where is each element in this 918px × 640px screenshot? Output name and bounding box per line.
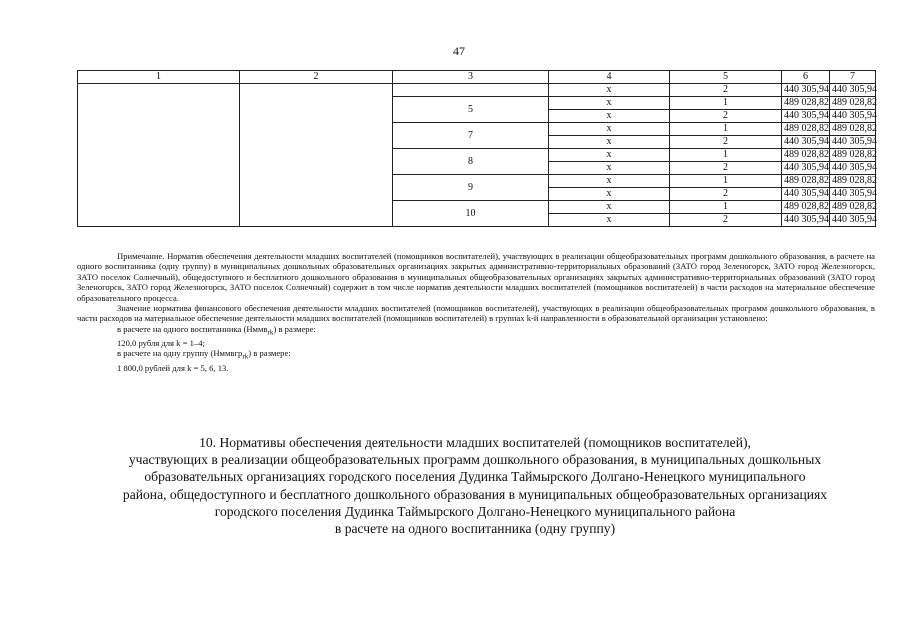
table-cell-col6: 440 305,94 xyxy=(782,162,830,175)
heading-line: 10. Нормативы обеспечения деятельности младших воспитателей (помощников воспитателей), xyxy=(199,435,751,450)
table-cell-col7: 440 305,94 xyxy=(830,84,876,97)
table-cell-col5: 2 xyxy=(670,214,782,227)
table-cell-col2 xyxy=(240,84,393,227)
table-header-cell: 1 xyxy=(78,71,240,84)
table-cell-col3: 10 xyxy=(393,201,549,227)
table-cell-col5: 2 xyxy=(670,188,782,201)
table-cell-col5: 2 xyxy=(670,110,782,123)
table-header-cell: 5 xyxy=(670,71,782,84)
table-cell-col3: 8 xyxy=(393,149,549,175)
table-cell-col5: 1 xyxy=(670,149,782,162)
table-cell-col3 xyxy=(393,84,549,97)
table-row xyxy=(78,84,876,97)
note-text: в расчете на одного воспитанника (Нммв xyxy=(117,323,268,334)
table-cell-col1 xyxy=(78,84,240,227)
table-cell-col7: 489 028,82 xyxy=(830,97,876,110)
note-text: ) в размере: xyxy=(248,348,291,359)
table-cell-col3: 5 xyxy=(393,97,549,123)
table-cell-col7: 440 305,94 xyxy=(830,110,876,123)
table-cell-col6: 440 305,94 xyxy=(782,110,830,123)
table-cell-col6: 440 305,94 xyxy=(782,188,830,201)
page-number: 47 xyxy=(453,44,465,58)
table-cell-col4: х xyxy=(549,149,670,162)
table-cell-col4: х xyxy=(549,162,670,175)
table-cell-col4: х xyxy=(549,136,670,149)
table-cell-col6: 489 028,82 xyxy=(782,123,830,136)
table-cell-col7: 440 305,94 xyxy=(830,188,876,201)
table-cell-col4: х xyxy=(549,214,670,227)
note-line: 120,0 рубля для k = 1–4; xyxy=(117,337,205,348)
table-cell-col7: 489 028,82 xyxy=(830,149,876,162)
table-cell-col4: х xyxy=(549,201,670,214)
table-cell-col7: 489 028,82 xyxy=(830,123,876,136)
table-cell-col4: х xyxy=(549,84,670,97)
note-paragraph: Значение норматива финансового обеспечения деятельности младших воспитателей (помощников воспитателей), участвующих в реализации общеобразовательных программ дошкольного образования, в части расходов на материальное обеспечение деятельности младших воспитателей (помощников воспитателей) в группах k-й направленности в образовательной организации установлено: xyxy=(77,303,875,324)
table-cell-col4: х xyxy=(549,97,670,110)
heading-line: городского поселения Дудинка Таймырского Долгано-Ненецкого муниципального района xyxy=(214,503,736,519)
table-cell-col5: 2 xyxy=(670,162,782,175)
table-cell-col6: 489 028,82 xyxy=(782,201,830,214)
table-cell-col3: 9 xyxy=(393,175,549,201)
note-line xyxy=(77,324,875,338)
table-cell-col6: 489 028,82 xyxy=(782,97,830,110)
table-header-cell: 4 xyxy=(549,71,670,84)
heading-line: образовательных организациях городского поселения Дудинка Таймырского Долгано-Ненецкого муниципального xyxy=(144,469,806,485)
heading-line: участвующих в реализации общеобразовательных программ дошкольного образования, в муниципальных дошкольных xyxy=(128,452,822,468)
table-cell-col6: 440 305,94 xyxy=(782,84,830,97)
table-cell-col6: 489 028,82 xyxy=(782,175,830,188)
section-heading xyxy=(60,434,890,537)
table-cell-col3: 7 xyxy=(393,123,549,149)
table-cell-col6: 440 305,94 xyxy=(782,136,830,149)
table-cell-col7: 440 305,94 xyxy=(830,136,876,149)
table-cell-col4: х xyxy=(549,188,670,201)
table-cell-col5: 2 xyxy=(670,84,782,97)
normative-table xyxy=(77,70,876,227)
table-cell-col6: 489 028,82 xyxy=(782,149,830,162)
table-cell-col5: 2 xyxy=(670,136,782,149)
table-header-cell: 7 xyxy=(830,71,876,84)
table-cell-col7: 440 305,94 xyxy=(830,162,876,175)
table-cell-col5: 1 xyxy=(670,201,782,214)
note-block xyxy=(77,251,875,373)
table-cell-col6: 440 305,94 xyxy=(782,214,830,227)
table-header-cell: 2 xyxy=(240,71,393,84)
table-cell-col5: 1 xyxy=(670,123,782,136)
note-subscript: rk xyxy=(242,353,249,362)
note-line xyxy=(77,348,875,362)
note-text: в расчете на одну группу (Нммвгр xyxy=(117,348,243,359)
note-line: 1 800,0 рублей для k = 5, 6, 13. xyxy=(117,362,229,373)
heading-line: района, общедоступного и бесплатного дошкольного образования в муниципальных общеобразовательных организациях xyxy=(122,486,828,502)
note-paragraph: Примечание. Норматив обеспечения деятельности младших воспитателей (помощников воспитателей), участвующих в реализации общеобразовательных программ дошкольного образования, в расчете на одного воспитанника (одну группу) в муниципальных дошкольных образовательных организациях закрытых административно-территориальных образований (ЗАТО город Зеленогорск, ЗАТО город Железногорск, ЗАТО поселок Солнечный), общедоступного и бесплатного дошкольного образования в муниципальных общеобразовательных организациях закрытых административно-территориальных образований (ЗАТО город Зеленогорск, ЗАТО город Железногорск, ЗАТО поселок Солнечный) содержит в том числе норматив деятельности младших воспитателей (помощников воспитателей) в части расходов на материальное обеспечение образовательного процесса. xyxy=(77,251,875,303)
table-header-row xyxy=(78,71,876,84)
table-cell-col5: 1 xyxy=(670,175,782,188)
table-cell-col7: 440 305,94 xyxy=(830,214,876,227)
note-text: ) в размере: xyxy=(273,323,316,334)
table-cell-col4: х xyxy=(549,175,670,188)
table-cell-col5: 1 xyxy=(670,97,782,110)
table-cell-col7: 489 028,82 xyxy=(830,175,876,188)
table-cell-col4: х xyxy=(549,123,670,136)
note-subscript: rk xyxy=(267,328,274,337)
table-cell-col4: х xyxy=(549,110,670,123)
table-header-cell: 3 xyxy=(393,71,549,84)
heading-line: в расчете на одного воспитанника (одну группу) xyxy=(334,521,616,537)
table-header-cell: 6 xyxy=(782,71,830,84)
table-cell-col7: 489 028,82 xyxy=(830,201,876,214)
